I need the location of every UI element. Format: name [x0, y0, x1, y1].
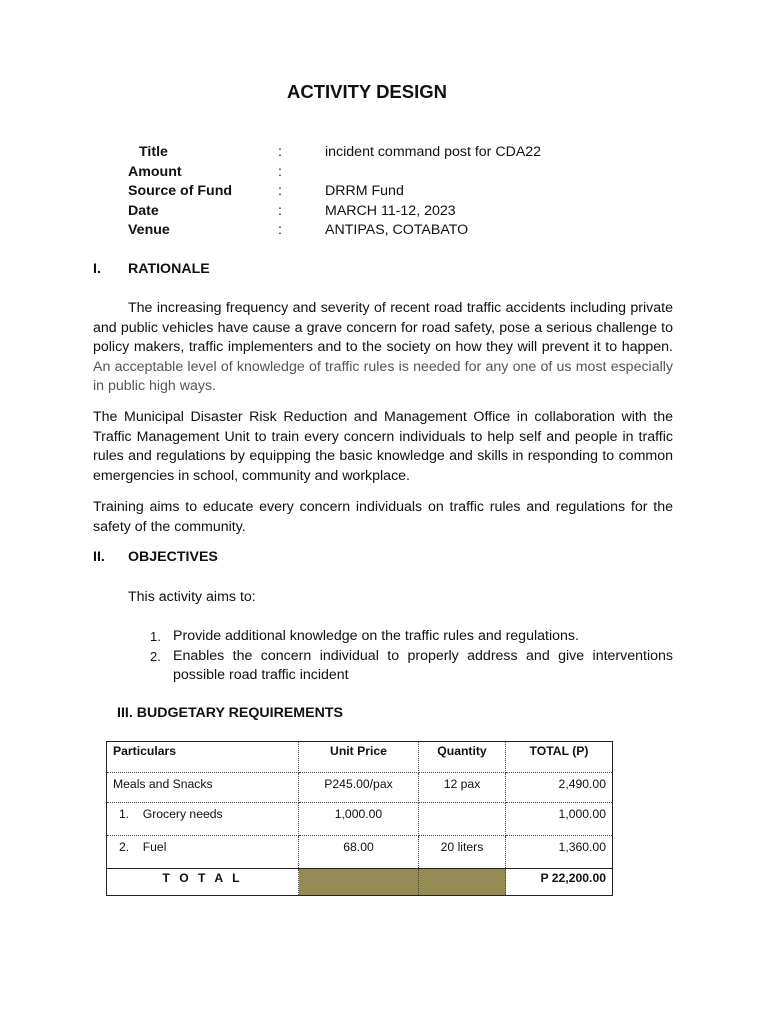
- objectives-intro: This activity aims to:: [128, 589, 256, 605]
- section-label: RATIONALE: [128, 261, 210, 277]
- document-title: ACTIVITY DESIGN: [286, 81, 447, 102]
- cell-particular: 1. Grocery needs: [107, 803, 299, 836]
- meta-label: Venue: [128, 222, 170, 238]
- table-row: [107, 836, 613, 869]
- cell-quantity: 12 pax: [419, 773, 506, 803]
- section-label: III. BUDGETARY REQUIREMENTS: [117, 705, 343, 721]
- section-number: I.: [93, 261, 101, 277]
- cell-total: 1,360.00: [506, 836, 613, 869]
- list-item: [150, 627, 673, 647]
- table-row: [107, 803, 613, 836]
- rationale-paragraph-1: [93, 299, 673, 397]
- header-unit-price: Unit Price: [299, 742, 419, 773]
- cell-unit-price: 1,000.00: [299, 803, 419, 836]
- total-filled-cell: [299, 869, 419, 896]
- rationale-text-grey: An acceptable level of knowledge of traffic rules is needed for any one of us most especially in public high ways.: [93, 358, 673, 394]
- list-number: 2.: [150, 648, 161, 664]
- list-item: [150, 647, 673, 686]
- meta-value: incident command post for CDA22: [325, 144, 542, 160]
- meta-label: Title: [139, 144, 168, 160]
- list-number: 1.: [150, 629, 161, 644]
- section-heading-budget: [117, 705, 343, 721]
- section-number: II.: [93, 549, 105, 565]
- rationale-paragraph-3: Training aims to educate every concern individuals on traffic rules and regulations for the safety of the community.: [93, 499, 673, 535]
- cell-unit-price: 68.00: [299, 836, 419, 869]
- meta-colon: :: [278, 144, 282, 160]
- meta-colon: :: [278, 183, 282, 199]
- objectives-list: [150, 627, 673, 686]
- meta-label: Amount: [128, 164, 182, 180]
- header-particulars: Particulars: [107, 742, 299, 773]
- rationale-text: The increasing frequency and severity of recent road traffic accidents including private and public vehicles have cause a grave concern for road safety, pose a serious challenge to policy makers, traffic implementers and to the society on how they will prevent it to happen.: [93, 300, 673, 355]
- meta-value: ANTIPAS, COTABATO: [325, 222, 469, 238]
- cell-total: 2,490.00: [506, 773, 613, 803]
- cell-quantity: [419, 803, 506, 836]
- list-text: Provide additional knowledge on the traffic rules and regulations.: [173, 628, 579, 644]
- table-row: [107, 773, 613, 803]
- meta-colon: :: [278, 164, 282, 180]
- budget-table: [106, 741, 613, 896]
- meta-value: DRRM Fund: [325, 183, 404, 199]
- rationale-paragraph-2: The Municipal Disaster Risk Reduction and Management Office in collaboration with the Traffic Management Unit to train every concern individuals to help self and people in traffic rules and regulations by equipping the basic knowledge and skills in responding to common emergencies in school, community and workplace.: [93, 409, 673, 484]
- meta-colon: :: [278, 222, 282, 238]
- header-quantity: Quantity: [419, 742, 506, 773]
- cell-particular: 2. Fuel: [107, 836, 299, 869]
- total-label: T O T A L: [107, 869, 299, 896]
- table-total-row: [107, 869, 613, 896]
- cell-quantity: 20 liters: [419, 836, 506, 869]
- list-text: Enables the concern individual to properly address and give interventions possible road traffic incident: [173, 647, 673, 683]
- meta-value: MARCH 11-12, 2023: [325, 203, 456, 219]
- total-value: P 22,200.00: [506, 869, 613, 896]
- table-header-row: [107, 742, 613, 773]
- total-filled-cell: [419, 869, 506, 896]
- meta-label: Date: [128, 203, 159, 219]
- header-total: TOTAL (P): [506, 742, 613, 773]
- cell-total: 1,000.00: [506, 803, 613, 836]
- meta-colon: :: [278, 203, 282, 219]
- cell-unit-price: P245.00/pax: [299, 773, 419, 803]
- meta-label: Source of Fund: [128, 183, 233, 199]
- section-label: OBJECTIVES: [128, 549, 218, 565]
- cell-particular: Meals and Snacks: [107, 773, 299, 803]
